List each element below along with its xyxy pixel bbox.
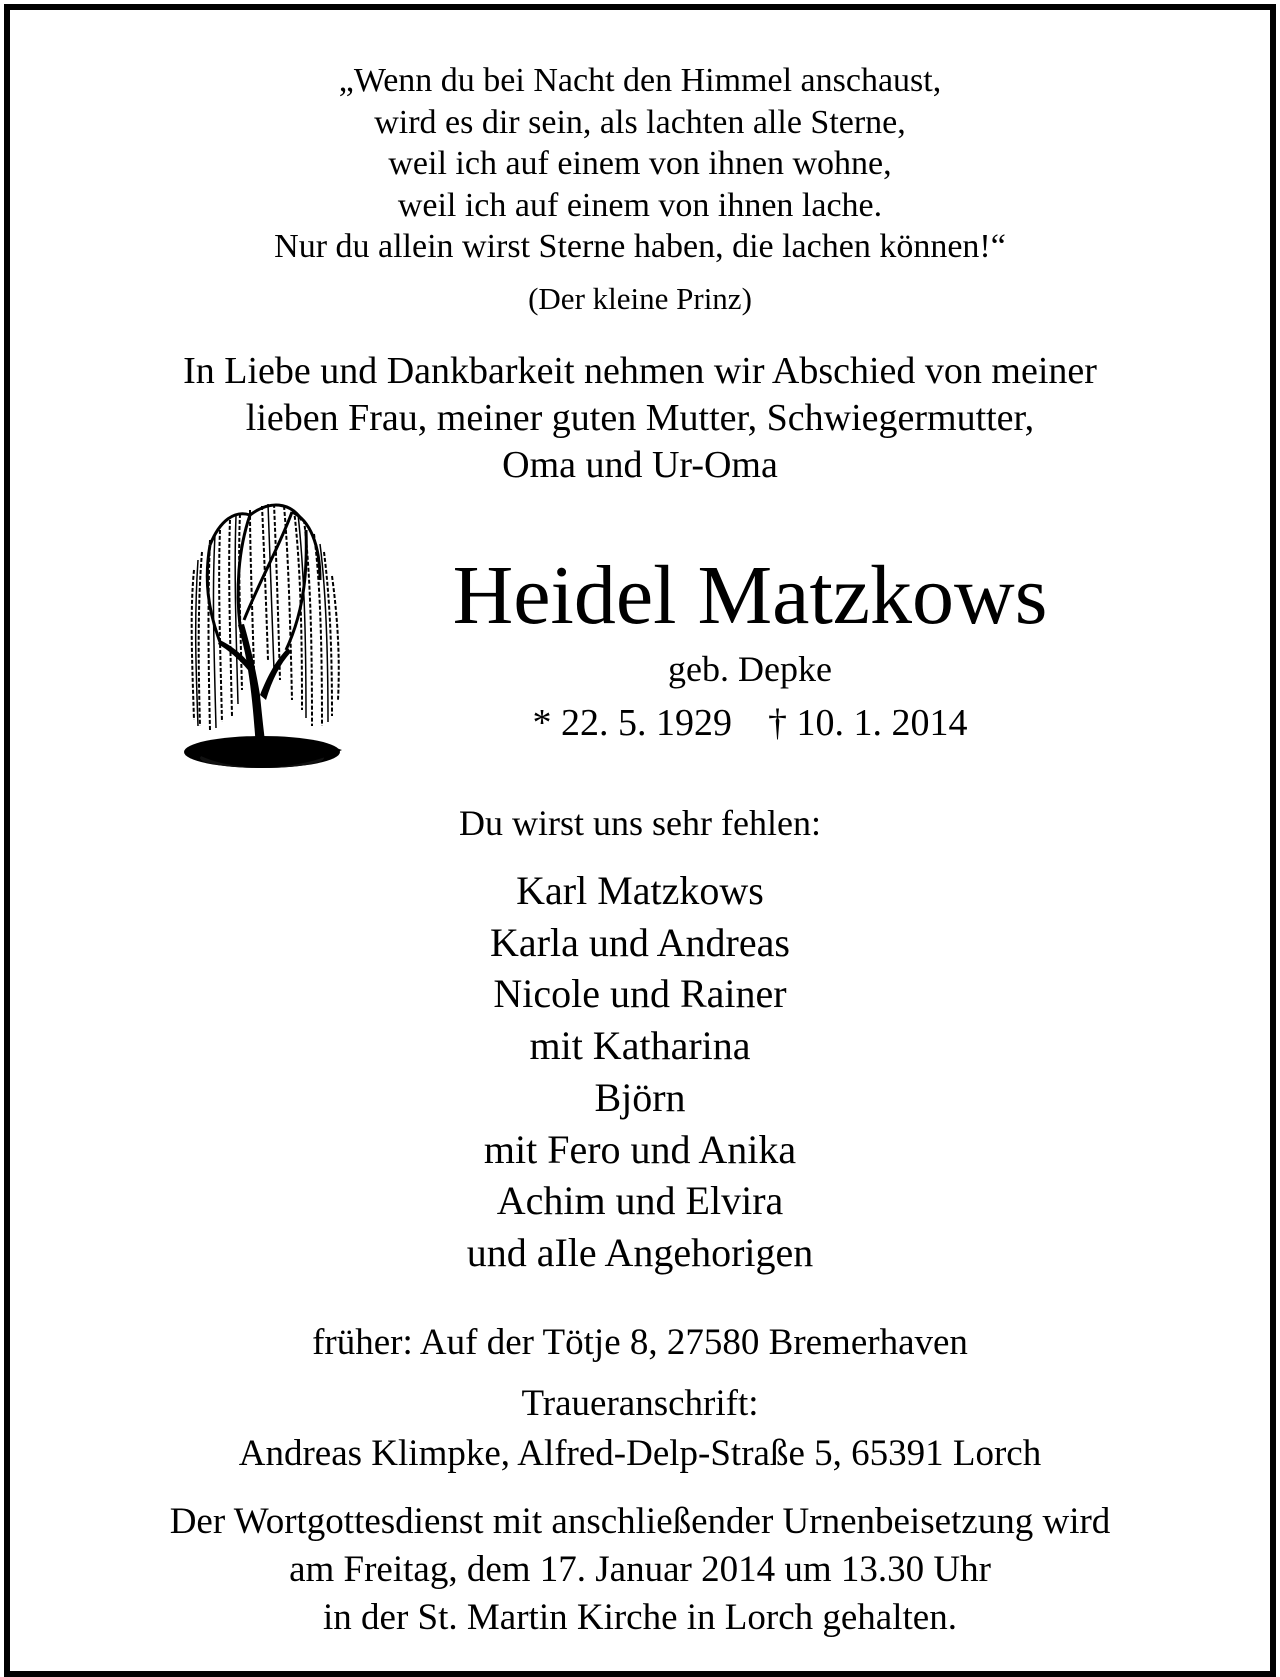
quote-line: weil ich auf einem von ihnen wohne, bbox=[388, 145, 892, 182]
mourning-address bbox=[10, 1379, 1270, 1479]
farewell-intro bbox=[10, 348, 1270, 489]
family-member: Nicole und Rainer bbox=[493, 971, 787, 1017]
birth-date: * 22. 5. 1929 bbox=[532, 702, 732, 744]
family-list bbox=[10, 865, 1270, 1279]
service-line: in der St. Martin Kirche in Lorch gehalten. bbox=[323, 1597, 957, 1638]
family-member: Björn bbox=[594, 1074, 686, 1120]
service-line: am Freitag, dem 17. Januar 2014 um 13.30 Uhr bbox=[289, 1549, 991, 1590]
quote-line: weil ich auf einem von ihnen lache. bbox=[397, 186, 883, 224]
service-line: Der Wortgottesdienst mit anschließender Urnenbeisetzung wird bbox=[169, 1501, 1111, 1542]
family-member: Karla und Andreas bbox=[490, 919, 790, 965]
family-member: mit Fero und Anika bbox=[483, 1126, 797, 1172]
deceased-name: Heidel Matzkows bbox=[452, 549, 1048, 642]
mourning-address-value: Andreas Klimpke, Alfred-Delp-Straße 5, 65391 Lorch bbox=[238, 1433, 1042, 1474]
mourning-address-label: Traueranschrift: bbox=[521, 1383, 759, 1424]
family-member: Achim und Elvira bbox=[496, 1178, 784, 1224]
quote-line: wird es dir sein, als lachten alle Sterne, bbox=[374, 103, 906, 141]
former-address: früher: Auf der Tötje 8, 27580 Bremerhaven bbox=[312, 1322, 968, 1363]
weeping-willow-tree-icon bbox=[180, 490, 360, 790]
family-member: und aIle Angehorigen bbox=[466, 1229, 814, 1275]
family-member: mit Katharina bbox=[529, 1023, 751, 1069]
quote-line: „Wenn du bei Nacht den Himmel anschaust, bbox=[338, 62, 942, 99]
intro-line: Oma und Ur-Oma bbox=[502, 444, 778, 486]
quote-block bbox=[10, 60, 1270, 268]
obituary-notice bbox=[4, 4, 1276, 1677]
birth-name: geb. Depke bbox=[668, 649, 832, 689]
intro-line: In Liebe und Dankbarkeit nehmen wir Abschied von meiner bbox=[183, 350, 1097, 392]
service-info bbox=[10, 1498, 1270, 1642]
quote-line: Nur du allein wirst Sterne haben, die lachen können!“ bbox=[274, 228, 1006, 265]
life-dates bbox=[370, 700, 1130, 746]
quote-source: (Der kleine Prinz) bbox=[528, 281, 752, 316]
family-member: Karl Matzkows bbox=[516, 868, 764, 913]
miss-line: Du wirst uns sehr fehlen: bbox=[459, 803, 821, 843]
death-date: † 10. 1. 2014 bbox=[768, 702, 968, 744]
intro-line: lieben Frau, meiner guten Mutter, Schwiegermutter, bbox=[245, 397, 1035, 439]
